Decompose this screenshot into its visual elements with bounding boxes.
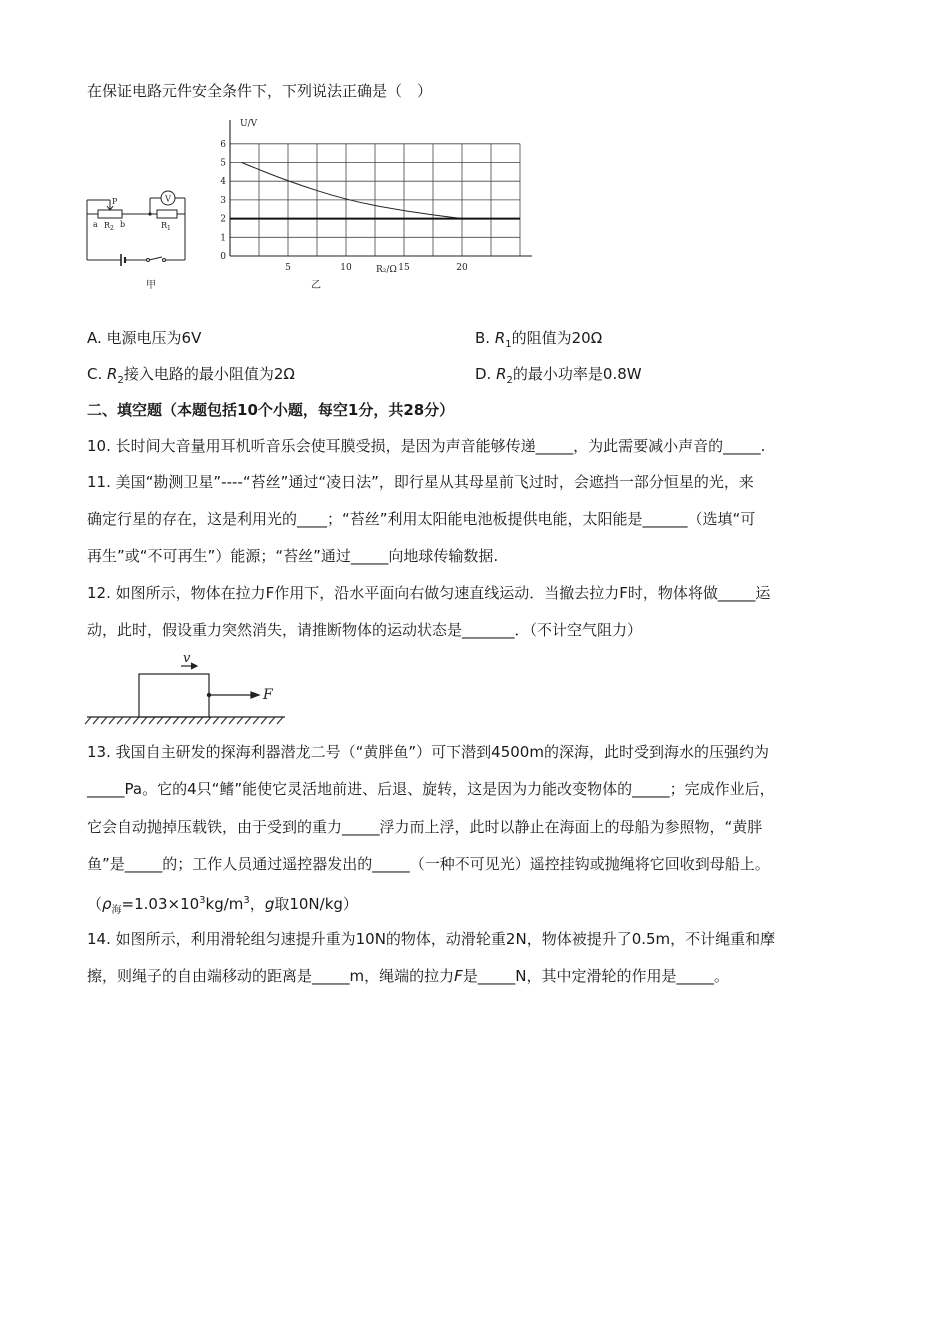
q13-density: =1.03×10 xyxy=(121,895,200,913)
q11-line2: 确定行星的存在，这是利用光的____；“苔丝”利用太阳能电池板提供电能，太阳能是______（选填“可 xyxy=(87,510,756,528)
option-a-text: 电源电压为6V xyxy=(106,329,202,347)
option-d-text: 的最小功率是0.8W xyxy=(512,365,642,383)
ground-hatch xyxy=(157,717,163,724)
q11-line3: 再生”或“不可再生”）能源；“苔丝”通过_____向地球传输数据. xyxy=(87,547,499,565)
force-arrowhead xyxy=(251,692,259,698)
r1-resistor xyxy=(157,210,177,218)
q13-comma: ， xyxy=(249,895,265,913)
block xyxy=(139,674,209,717)
circuit-caption: 甲 xyxy=(146,280,156,291)
y-tick-label: 2 xyxy=(220,214,226,225)
svg-text:R2 xyxy=(104,221,114,232)
label-a: a xyxy=(93,220,98,229)
block-force-diagram xyxy=(85,648,290,726)
q13-line3: 它会自动抛掉压载铁，由于受到的重力_____浮力而上浮，此时以静止在海面上的母船为参照物，“黄胖 xyxy=(87,818,763,836)
q13-exponent: 3 xyxy=(199,895,206,906)
ground-hatch xyxy=(101,717,107,724)
ground-hatch xyxy=(221,717,227,724)
voltmeter-label: V xyxy=(165,194,171,204)
y-tick-label: 5 xyxy=(220,158,226,169)
q13-unit: kg/m xyxy=(205,895,244,913)
ground-hatch xyxy=(133,717,139,724)
option-b-var: R xyxy=(494,329,506,347)
x-tick-label: 10 xyxy=(340,263,352,273)
ground-hatch xyxy=(213,717,219,724)
q13-line4: 鱼”是_____的；工作人员通过遥控器发出的_____（一种不可见光）遥控挂钩或抛绳将它回收到母船上。 xyxy=(87,855,770,873)
q13-g-value: 取10N/kg） xyxy=(274,895,358,913)
q13-line2: _____Pa。它的4只“鳍”能使它灵活地前进、后退、旋转，这是因为力能改变物体的_____；完成作业后， xyxy=(87,780,775,798)
x-tick-label: 15 xyxy=(398,263,410,273)
switch-blade xyxy=(149,257,162,260)
ground-hatch xyxy=(181,717,187,724)
y-tick-label: 6 xyxy=(220,139,226,150)
graph-y-axis-label: U/V xyxy=(240,119,258,129)
label-r2: R xyxy=(104,221,111,230)
question-intro: 在保证电路元件安全条件下，下列说法正确是（ ） xyxy=(87,82,433,100)
option-d-prefix: D. xyxy=(475,365,497,383)
ground-hatch xyxy=(141,717,147,724)
y-tick-label: 4 xyxy=(220,177,226,188)
option-c-sub: 2 xyxy=(117,375,124,386)
label-r2-sub: 2 xyxy=(110,225,114,232)
ground-hatch xyxy=(197,717,203,724)
q14-line2-b: 是_____N，其中定滑轮的作用是_____。 xyxy=(462,967,729,985)
ground-hatch xyxy=(173,717,179,724)
series-line-curve xyxy=(242,163,462,219)
y-tick-label: 0 xyxy=(220,252,226,262)
option-d-sub: 2 xyxy=(506,375,513,386)
u-r2-graph xyxy=(210,108,468,278)
y-tick-label: 3 xyxy=(220,195,226,206)
q14-line2 xyxy=(87,966,729,986)
ground-hatch xyxy=(149,717,155,724)
q13-rho-sub: 海 xyxy=(111,905,122,916)
ground-hatch xyxy=(205,717,211,724)
ground-hatch xyxy=(261,717,267,724)
ground-hatch xyxy=(189,717,195,724)
q13-unit-exponent: 3 xyxy=(243,895,250,906)
q14-line1: 14. 如图所示，利用滑轮组匀速提升重为10N的物体，动滑轮重2N，物体被提升了0.5m，不计绳重和摩 xyxy=(87,930,776,948)
svg-text:R1 xyxy=(161,221,171,232)
ground-hatch xyxy=(245,717,251,724)
ground-hatch xyxy=(229,717,235,724)
label-r1: R xyxy=(161,221,168,230)
option-c-var: R xyxy=(107,365,118,383)
q12-line1: 12. 如图所示，物体在拉力F作用下，沿水平面向右做匀速直线运动．当撤去拉力F时，物体将做_____运 xyxy=(87,584,771,602)
graph-caption: 乙 xyxy=(311,280,321,291)
x-tick-label: 20 xyxy=(456,263,468,273)
q12-line2: 动，此时，假设重力突然消失，请推断物体的运动状态是_______．（不计空气阻力） xyxy=(87,621,643,639)
option-d-var: R xyxy=(496,365,507,383)
force-label: F xyxy=(263,687,273,703)
ground-hatch xyxy=(269,717,275,724)
ground-hatch xyxy=(93,717,99,724)
graph-x-axis-label: R₂/Ω xyxy=(376,265,397,275)
ground-hatch xyxy=(109,717,115,724)
option-b-prefix: B. xyxy=(475,329,495,347)
label-r1-sub: 1 xyxy=(167,225,171,232)
option-a-prefix: A. xyxy=(87,329,107,347)
option-d[interactable] xyxy=(475,364,642,391)
x-tick-label: 5 xyxy=(285,263,291,273)
ground-hatch xyxy=(237,717,243,724)
option-b-sub: 1 xyxy=(505,339,512,350)
option-c[interactable] xyxy=(87,364,295,391)
circuit-diagram xyxy=(80,180,195,275)
q11-line1: 11. 美国“勘测卫星”----“苔丝”通过“凌日法”，即行星从其母星前飞过时，会遮挡一部分恒星的光，来 xyxy=(87,473,754,491)
ground-hatch xyxy=(85,717,91,724)
option-a[interactable] xyxy=(87,328,201,348)
q13-line5 xyxy=(87,891,358,921)
ground-hatch xyxy=(125,717,131,724)
switch-contact-right xyxy=(163,259,166,262)
option-c-text: 接入电路的最小阻值为2Ω xyxy=(123,365,295,383)
r2-rheostat xyxy=(98,210,122,218)
q13-g: g xyxy=(264,895,275,913)
option-b-text: 的阻值为20Ω xyxy=(511,329,603,347)
q14-line2-a: 擦，则绳子的自由端移动的距离是_____m，绳端的拉力 xyxy=(87,967,455,985)
force-application-point xyxy=(207,693,211,697)
velocity-label: v xyxy=(183,651,191,666)
ground-hatch xyxy=(277,717,283,724)
q10-line1: 10. 长时间大音量用耳机听音乐会使耳膜受损，是因为声音能够传递_____，为此需要减小声音的_____. xyxy=(87,437,766,455)
ground-hatch xyxy=(117,717,123,724)
ground-hatch xyxy=(165,717,171,724)
section-heading: 二、填空题（本题包括10个小题，每空1分，共28分） xyxy=(87,401,455,419)
ground-hatch xyxy=(253,717,259,724)
q14-force-var: F xyxy=(454,967,463,985)
q13-rho: ρ xyxy=(102,895,112,913)
option-c-prefix: C. xyxy=(87,365,108,383)
q13-paren-open: （ xyxy=(87,895,103,913)
label-b: b xyxy=(120,220,126,229)
y-tick-label: 1 xyxy=(220,233,226,244)
option-b[interactable] xyxy=(475,328,602,355)
velocity-arrowhead xyxy=(191,663,197,669)
q13-line1: 13. 我国自主研发的探海利器潜龙二号（“黄胖鱼”）可下潜到4500m的深海，此时受到海水的压强约为 xyxy=(87,743,769,761)
slider-p-label: P xyxy=(112,197,118,206)
